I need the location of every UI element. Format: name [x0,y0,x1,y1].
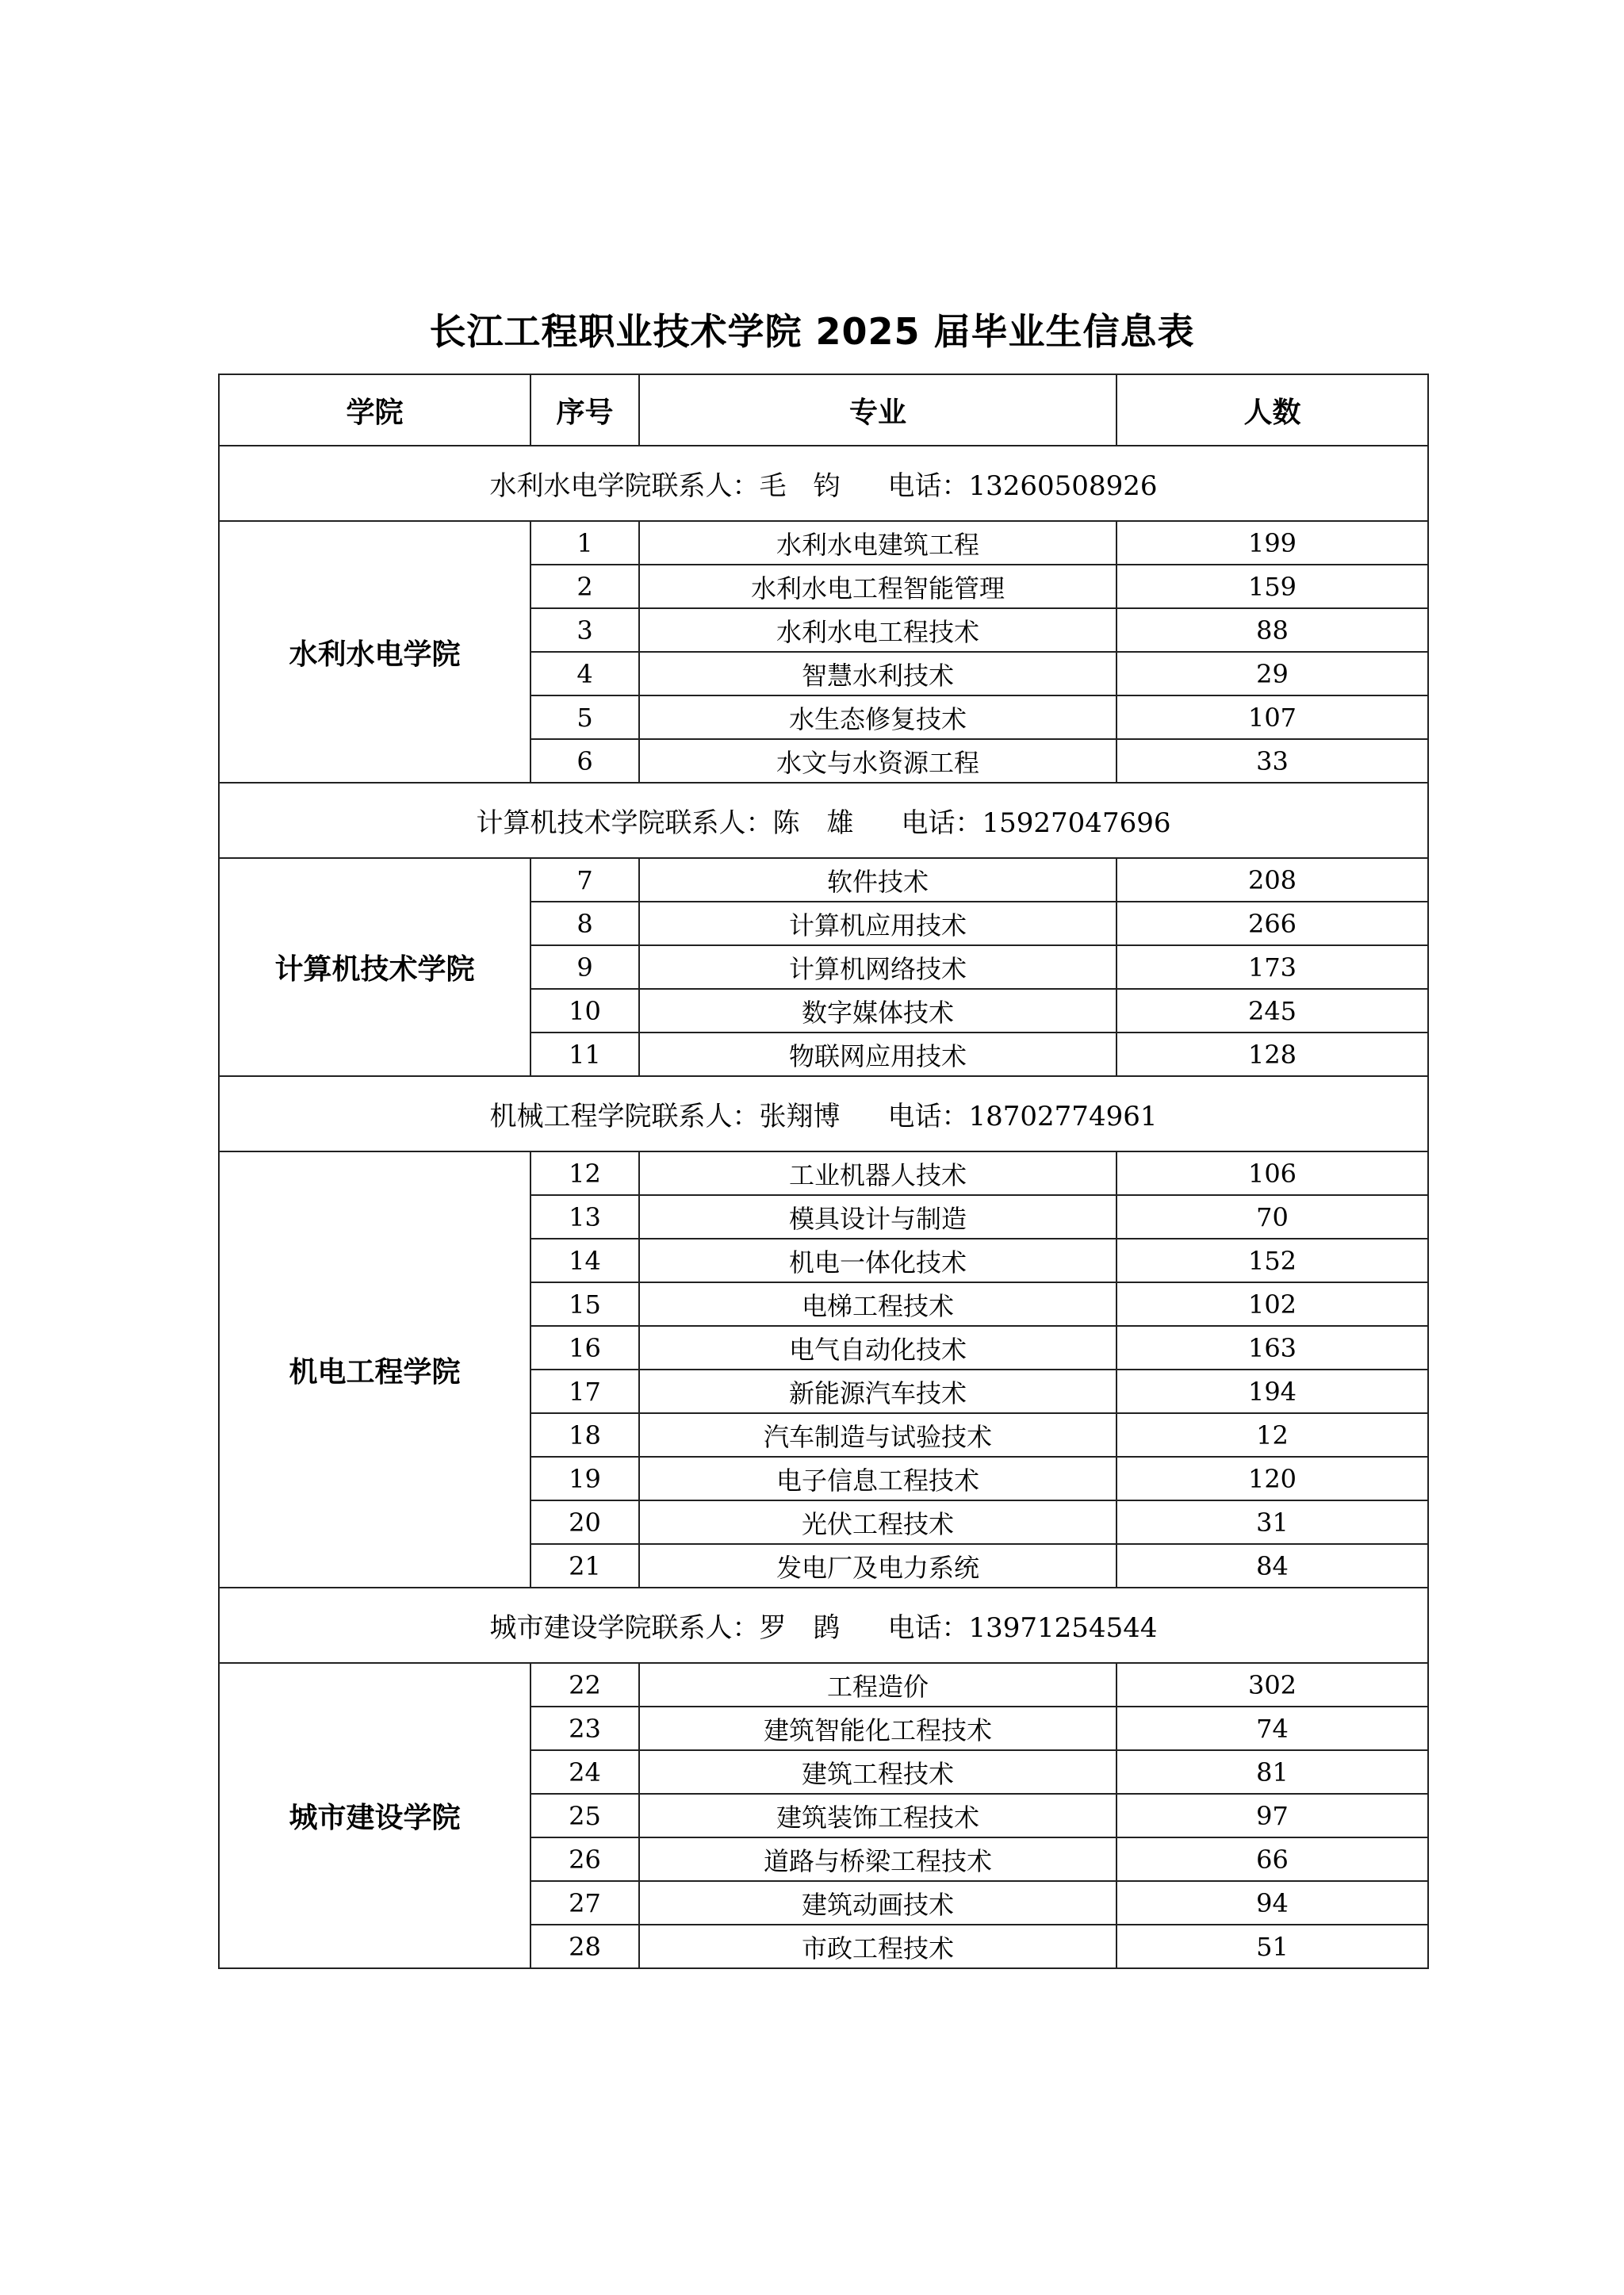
cell-seq: 1 [530,521,639,565]
contact-phone: 电话：13971254544 [887,1612,1158,1644]
cell-count: 29 [1116,652,1428,695]
header-college: 学院 [219,374,530,446]
cell-count: 31 [1116,1500,1428,1544]
cell-seq: 8 [530,902,639,945]
cell-seq: 3 [530,608,639,652]
cell-seq: 28 [530,1925,639,1968]
page-title: 长江工程职业技术学院 2025 届毕业生信息表 [429,310,1195,353]
cell-seq: 2 [530,565,639,608]
cell-major: 水利水电工程智能管理 [639,565,1116,608]
contact-phone: 电话：15927047696 [901,807,1171,839]
cell-count: 128 [1116,1033,1428,1076]
cell-seq: 18 [530,1413,639,1457]
contact-row [219,1588,1428,1663]
contact-info [219,1588,1428,1663]
cell-major: 水文与水资源工程 [639,739,1116,783]
cell-major: 水利水电建筑工程 [639,521,1116,565]
cell-major: 数字媒体技术 [639,989,1116,1033]
contact-person: 机械工程学院联系人：张翔博 [489,1101,841,1132]
contact-row [219,783,1428,858]
cell-count: 84 [1116,1544,1428,1588]
cell-major: 计算机网络技术 [639,945,1116,989]
cell-count: 159 [1116,565,1428,608]
cell-count: 88 [1116,608,1428,652]
cell-seq: 16 [530,1326,639,1370]
cell-seq: 27 [530,1881,639,1925]
cell-count: 66 [1116,1837,1428,1881]
cell-major: 光伏工程技术 [639,1500,1116,1544]
cell-major: 模具设计与制造 [639,1195,1116,1239]
cell-count: 199 [1116,521,1428,565]
cell-seq: 26 [530,1837,639,1881]
cell-count: 152 [1116,1239,1428,1282]
cell-major: 水生态修复技术 [639,695,1116,739]
cell-count: 245 [1116,989,1428,1033]
cell-seq: 17 [530,1370,639,1413]
cell-count: 70 [1116,1195,1428,1239]
cell-major: 电子信息工程技术 [639,1457,1116,1500]
contact-row [219,1076,1428,1151]
header-major: 专业 [639,374,1116,446]
cell-seq: 4 [530,652,639,695]
cell-major: 新能源汽车技术 [639,1370,1116,1413]
cell-major: 建筑智能化工程技术 [639,1707,1116,1750]
table-row [219,521,1428,565]
cell-major: 道路与桥梁工程技术 [639,1837,1116,1881]
cell-seq: 22 [530,1663,639,1707]
cell-seq: 14 [530,1239,639,1282]
cell-count: 74 [1116,1707,1428,1750]
table-row [219,1151,1428,1195]
table-header [219,374,1428,446]
cell-count: 173 [1116,945,1428,989]
table-body [219,446,1428,1968]
cell-seq: 9 [530,945,639,989]
cell-major: 智慧水利技术 [639,652,1116,695]
cell-major: 机电一体化技术 [639,1239,1116,1282]
header-row [219,374,1428,446]
cell-seq: 20 [530,1500,639,1544]
cell-count: 163 [1116,1326,1428,1370]
contact-info [219,1076,1428,1151]
header-count: 人数 [1116,374,1428,446]
cell-major: 建筑装饰工程技术 [639,1794,1116,1837]
cell-major: 建筑动画技术 [639,1881,1116,1925]
header-seq: 序号 [530,374,639,446]
cell-seq: 7 [530,858,639,902]
cell-seq: 12 [530,1151,639,1195]
college-name: 计算机技术学院 [219,858,530,1076]
cell-major: 市政工程技术 [639,1925,1116,1968]
cell-count: 194 [1116,1370,1428,1413]
cell-major: 水利水电工程技术 [639,608,1116,652]
cell-count: 33 [1116,739,1428,783]
cell-count: 51 [1116,1925,1428,1968]
college-name: 水利水电学院 [219,521,530,783]
cell-count: 266 [1116,902,1428,945]
cell-seq: 11 [530,1033,639,1076]
contact-phone: 电话：18702774961 [887,1101,1158,1132]
contact-row [219,446,1428,521]
contact-person: 水利水电学院联系人：毛 钧 [489,470,841,502]
contact-person: 城市建设学院联系人：罗 鹍 [489,1612,841,1644]
cell-seq: 5 [530,695,639,739]
cell-count: 302 [1116,1663,1428,1707]
cell-seq: 15 [530,1282,639,1326]
cell-major: 电气自动化技术 [639,1326,1116,1370]
cell-seq: 6 [530,739,639,783]
cell-seq: 21 [530,1544,639,1588]
cell-seq: 25 [530,1794,639,1837]
cell-count: 81 [1116,1750,1428,1794]
cell-count: 94 [1116,1881,1428,1925]
cell-count: 107 [1116,695,1428,739]
graduate-info-table [218,374,1429,1969]
cell-seq: 13 [530,1195,639,1239]
cell-major: 物联网应用技术 [639,1033,1116,1076]
college-name: 机电工程学院 [219,1151,530,1588]
contact-info [219,783,1428,858]
cell-major: 计算机应用技术 [639,902,1116,945]
cell-seq: 23 [530,1707,639,1750]
cell-major: 工业机器人技术 [639,1151,1116,1195]
cell-count: 102 [1116,1282,1428,1326]
cell-major: 软件技术 [639,858,1116,902]
contact-info [219,446,1428,521]
cell-count: 120 [1116,1457,1428,1500]
cell-seq: 10 [530,989,639,1033]
cell-count: 106 [1116,1151,1428,1195]
contact-phone: 电话：13260508926 [887,470,1158,502]
cell-major: 工程造价 [639,1663,1116,1707]
cell-count: 208 [1116,858,1428,902]
cell-count: 12 [1116,1413,1428,1457]
cell-count: 97 [1116,1794,1428,1837]
cell-seq: 19 [530,1457,639,1500]
cell-major: 建筑工程技术 [639,1750,1116,1794]
table-row [219,1663,1428,1707]
table-row [219,858,1428,902]
college-name: 城市建设学院 [219,1663,530,1968]
cell-major: 汽车制造与试验技术 [639,1413,1116,1457]
cell-seq: 24 [530,1750,639,1794]
cell-major: 电梯工程技术 [639,1282,1116,1326]
cell-major: 发电厂及电力系统 [639,1544,1116,1588]
contact-person: 计算机技术学院联系人：陈 雄 [476,807,854,839]
